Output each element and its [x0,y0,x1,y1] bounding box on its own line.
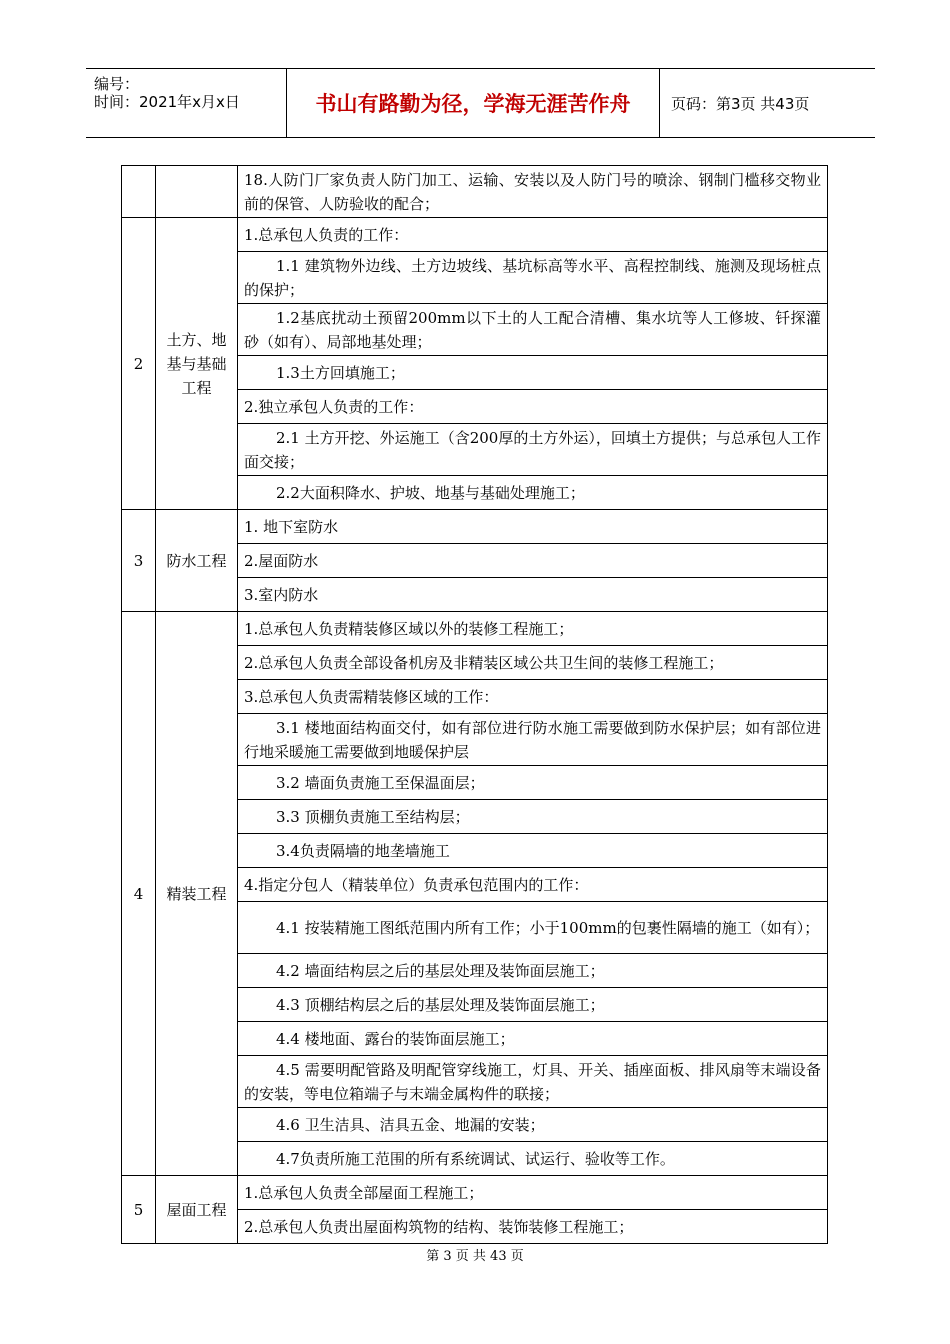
row-item: 4.4 楼地面、露台的装饰面层施工； [238,1022,828,1056]
row-item: 1.总承包人负责精装修区域以外的装修工程施工； [238,612,828,646]
row-item: 2.总承包人负责出屋面构筑物的结构、装饰装修工程施工； [238,1210,828,1244]
table-row [122,166,828,218]
row-category: 精装工程 [156,612,238,1176]
row-item: 4.3 顶棚结构层之后的基层处理及装饰面层施工； [238,988,828,1022]
row-number [122,166,156,218]
time-label: 时间：2021年x月x日 [94,93,240,111]
row-category: 土方、地基与基础工程 [156,218,238,510]
row-category: 屋面工程 [156,1176,238,1244]
row-item: 4.6 卫生洁具、洁具五金、地漏的安装； [238,1108,828,1142]
row-item: 4.7负责所施工范围的所有系统调试、试运行、验收等工作。 [238,1142,828,1176]
row-item: 3.2 墙面负责施工至保温面层； [238,766,828,800]
scope-table [121,165,828,1244]
row-category: 防水工程 [156,510,238,612]
row-category [156,166,238,218]
row-item: 1.总承包人负责全部屋面工程施工； [238,1176,828,1210]
row-item: 2.总承包人负责全部设备机房及非精装区域公共卫生间的装修工程施工； [238,646,828,680]
row-item: 4.1 按装精施工图纸范围内所有工作；小于100mm的包裹性隔墙的施工（如有）； [238,902,828,954]
row-item: 3.总承包人负责需精装修区域的工作： [238,680,828,714]
row-item: 4.指定分包人（精装单位）负责承包范围内的工作： [238,868,828,902]
row-item: 4.5 需要明配管路及明配管穿线施工，灯具、开关、插座面板、排风扇等末端设备的安装，等电位箱端子与末端金属构件的联接； [238,1056,828,1108]
page-header [86,68,875,138]
row-item: 18.人防门厂家负责人防门加工、运输、安装以及人防门号的喷涂、钢制门槛移交物业前的保管、人防验收的配合； [238,166,828,218]
row-item: 3.3 顶棚负责施工至结构层； [238,800,828,834]
row-item: 4.2 墙面结构层之后的基层处理及装饰面层施工； [238,954,828,988]
row-item: 3.1 楼地面结构面交付，如有部位进行防水施工需要做到防水保护层；如有部位进行地采暖施工需要做到地暖保护层 [238,714,828,766]
row-item: 3.4负责隔墙的地垄墙施工 [238,834,828,868]
row-item: 1. 地下室防水 [238,510,828,544]
row-item: 1.3土方回填施工； [238,356,828,390]
row-item: 1.总承包人负责的工作： [238,218,828,252]
table-row [122,612,828,646]
row-item: 1.1 建筑物外边线、土方边坡线、基坑标高等水平、高程控制线、施测及现场桩点的保护； [238,252,828,304]
page-indicator: 页码：第3页 共43页 [671,94,810,113]
table-row [122,1176,828,1210]
motto: 书山有路勤为径，学海无涯苦作舟 [286,69,660,137]
row-number: 5 [122,1176,156,1244]
row-item: 2.独立承包人负责的工作： [238,390,828,424]
row-number: 4 [122,612,156,1176]
page-footer: 第 3 页 共 43 页 [426,1249,524,1264]
row-item: 2.1 土方开挖、外运施工（含200厚的土方外运），回填土方提供；与总承包人工作面交接； [238,424,828,476]
table-row [122,218,828,252]
row-number: 2 [122,218,156,510]
row-item: 2.屋面防水 [238,544,828,578]
number-label: 编号： [94,75,140,93]
row-item: 3.室内防水 [238,578,828,612]
table-row [122,510,828,544]
header-meta [86,69,286,137]
row-item: 1.2基底扰动土预留200mm以下土的人工配合清槽、集水坑等人工修坡、钎探灌砂（如有）、局部地基处理； [238,304,828,356]
row-number: 3 [122,510,156,612]
row-item: 2.2大面积降水、护坡、地基与基础处理施工； [238,476,828,510]
